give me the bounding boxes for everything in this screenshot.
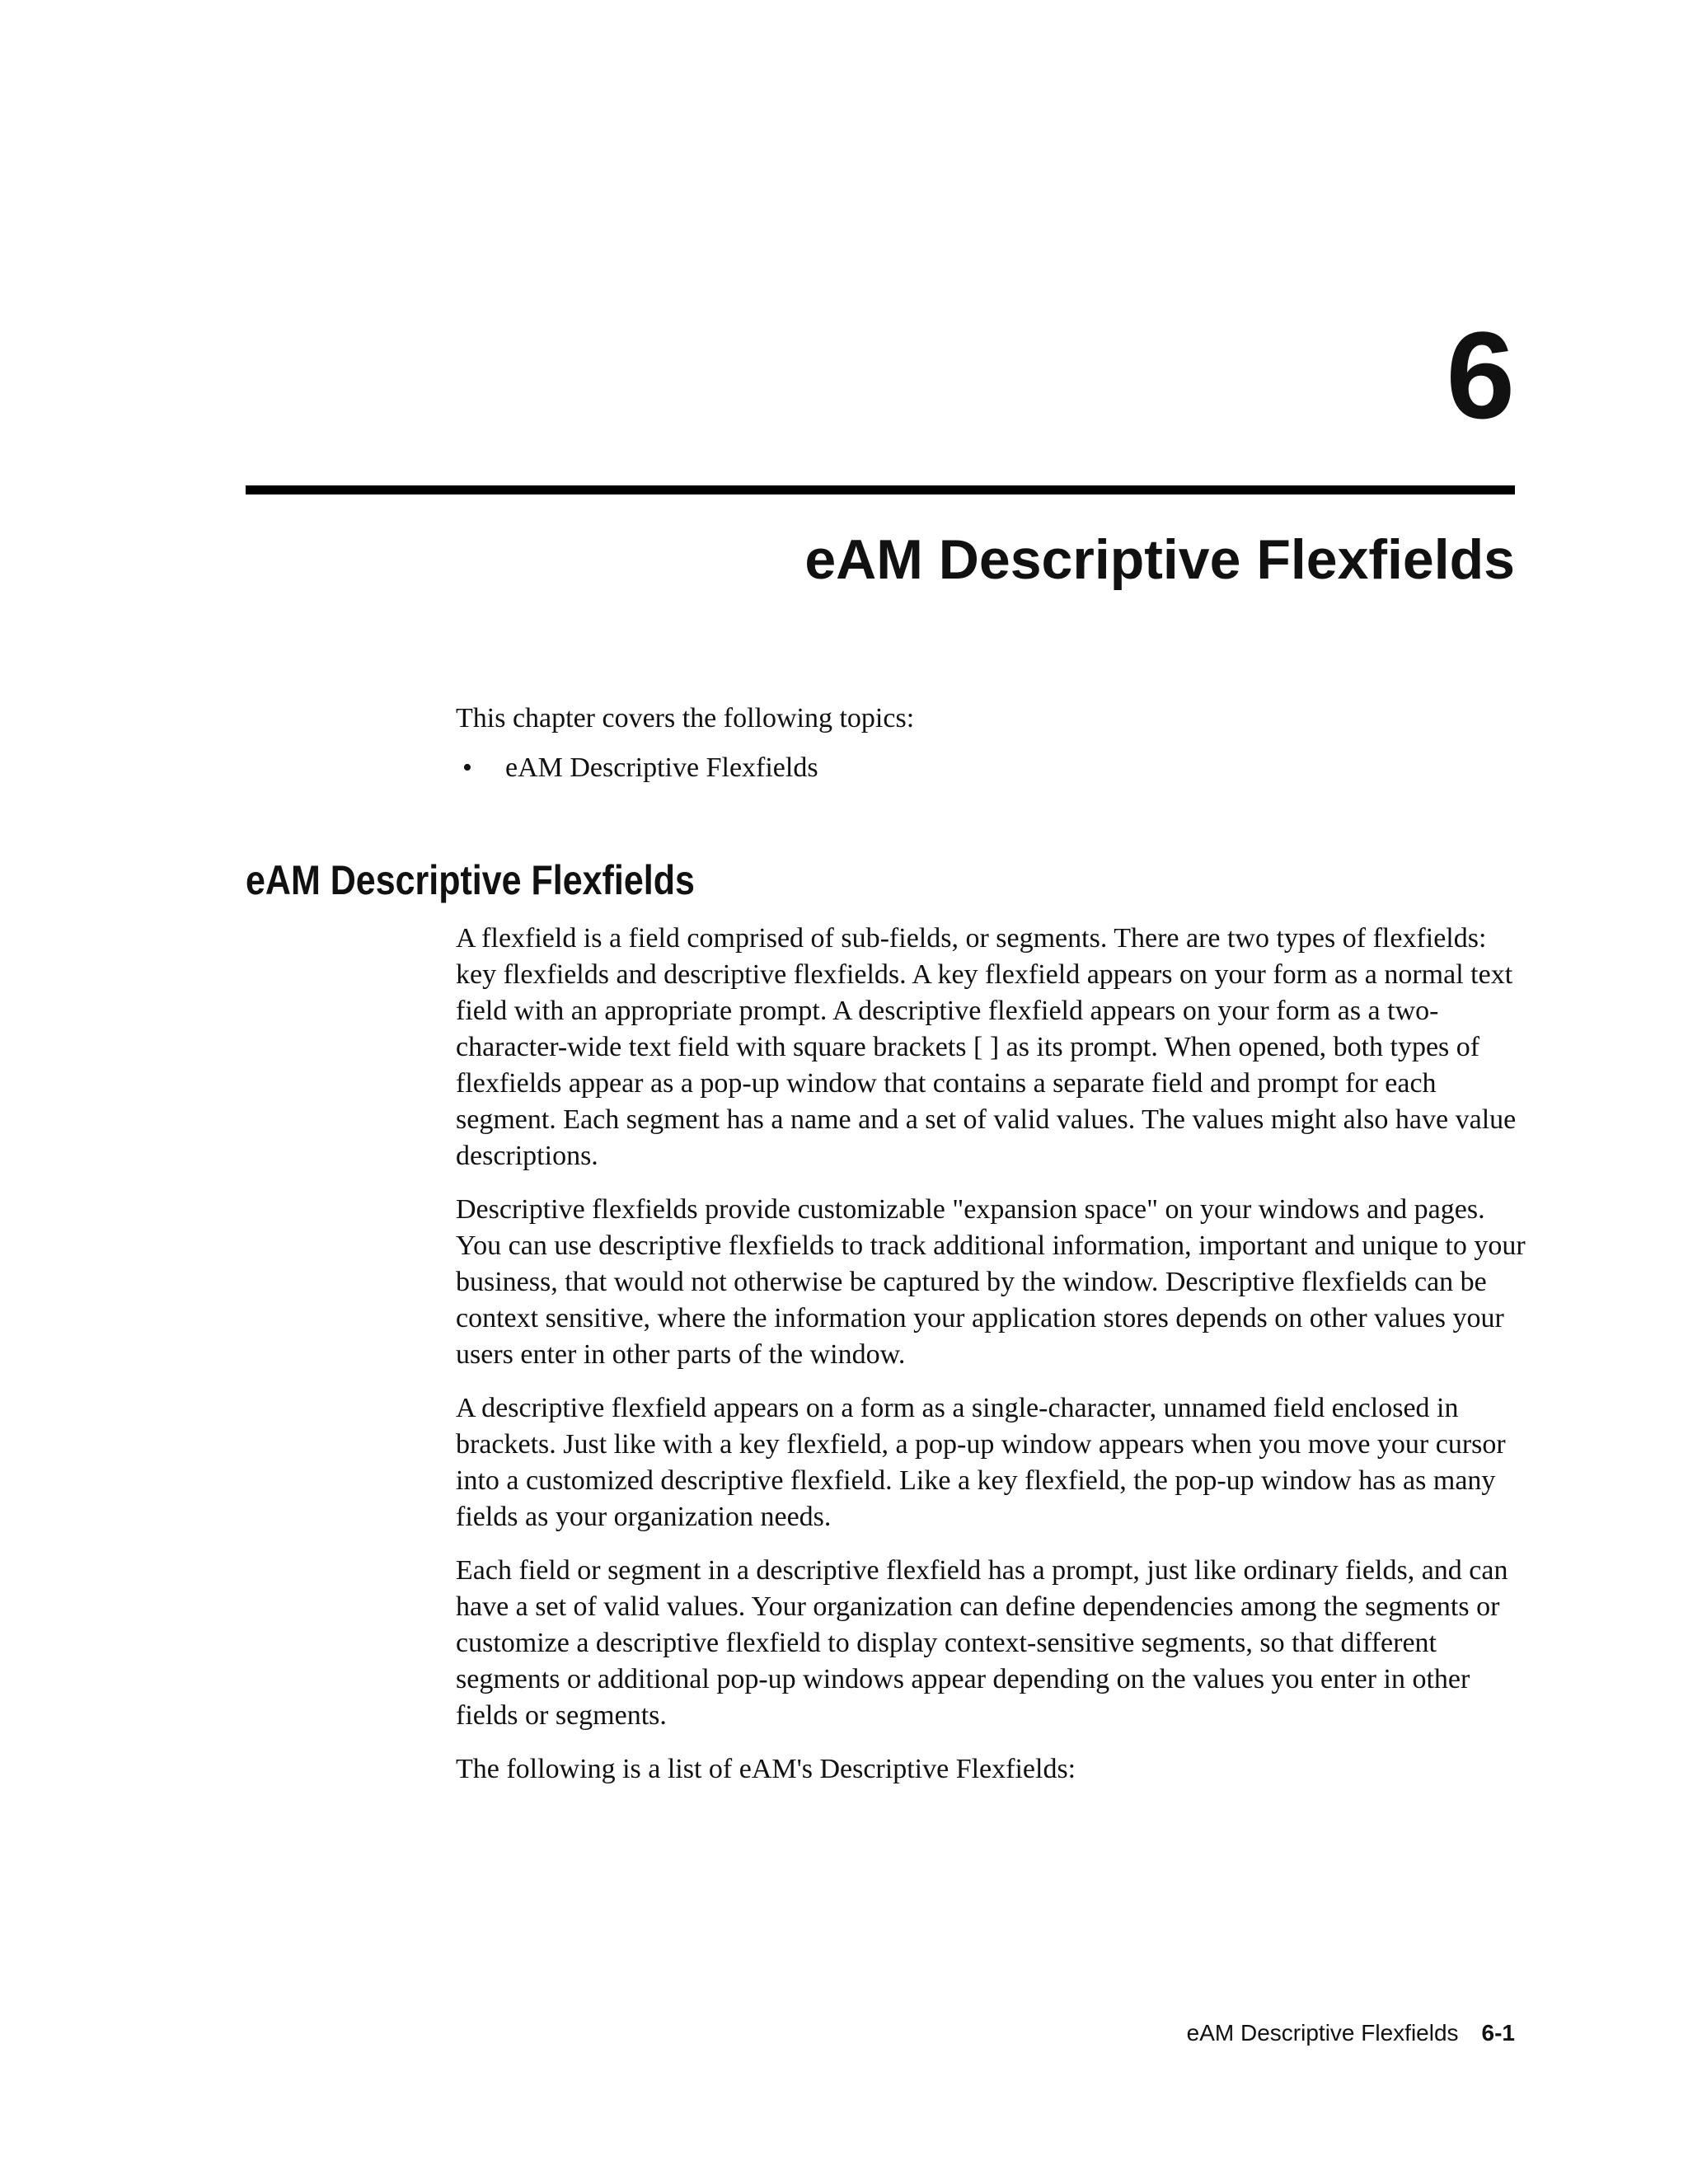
page-number: 6-1 bbox=[1481, 2020, 1515, 2046]
body-paragraph: Descriptive flexfields provide customizable "expansion space" on your windows and pages. You can use descriptive flexfields to track additional information, important and unique to your business, that would not otherwise be captured by the window. Descriptive flexfields can be context sensitive, where the information your application stores depends on other values your users enter in other parts of the window. bbox=[456, 1194, 1526, 1370]
chapter-number: 6 bbox=[1446, 306, 1515, 444]
chapter-intro bbox=[456, 701, 1527, 786]
chapter-title: eAM Descriptive Flexfields bbox=[804, 528, 1515, 591]
body-paragraph: A descriptive flexfield appears on a form as a single-character, unnamed field enclosed in brackets. Just like with a key flexfield, a pop-up window appears when you move your cursor into a customized descriptive flexfield. Like a key flexfield, the pop-up window has as many fields as your organization needs. bbox=[456, 1393, 1506, 1532]
body-paragraph: A flexfield is a field comprised of sub-fields, or segments. There are two types of flexfields: key flexfields and descriptive flexfields. A key flexfield appears on your form as a normal text field with an appropriate prompt. A descriptive flexfield appears on your form as a two-character-wide text field with square brackets [ ] as its prompt. When opened, both types of flexfields appear as a pop-up window that contains a separate field and prompt for each segment. Each segment has a name and a set of valid values. The values might also have value descriptions. bbox=[456, 923, 1517, 1171]
intro-text: This chapter covers the following topics: bbox=[456, 703, 915, 733]
topic-list bbox=[456, 750, 1527, 786]
chapter-divider bbox=[246, 485, 1515, 494]
topic-list-item[interactable] bbox=[456, 750, 1527, 786]
body-paragraph: Each field or segment in a descriptive flexfield has a prompt, just like ordinary fields, and can have a set of valid values. Your organization can define dependencies among the segments or customize a descriptive flexfield to display context-sensitive segments, so that different segments or additional pop-up windows appear depending on the values you enter in other fields or segments. bbox=[456, 1555, 1508, 1731]
body-paragraph: The following is a list of eAM's Descriptive Flexfields: bbox=[456, 1754, 1076, 1784]
bullet-icon: • bbox=[462, 752, 472, 783]
section-heading: eAM Descriptive Flexfields bbox=[246, 857, 695, 903]
page-footer bbox=[1187, 2019, 1515, 2047]
topic-link-text: eAM Descriptive Flexfields bbox=[505, 752, 818, 783]
section-body bbox=[456, 921, 1527, 1805]
footer-title: eAM Descriptive Flexfields bbox=[1186, 2020, 1459, 2046]
